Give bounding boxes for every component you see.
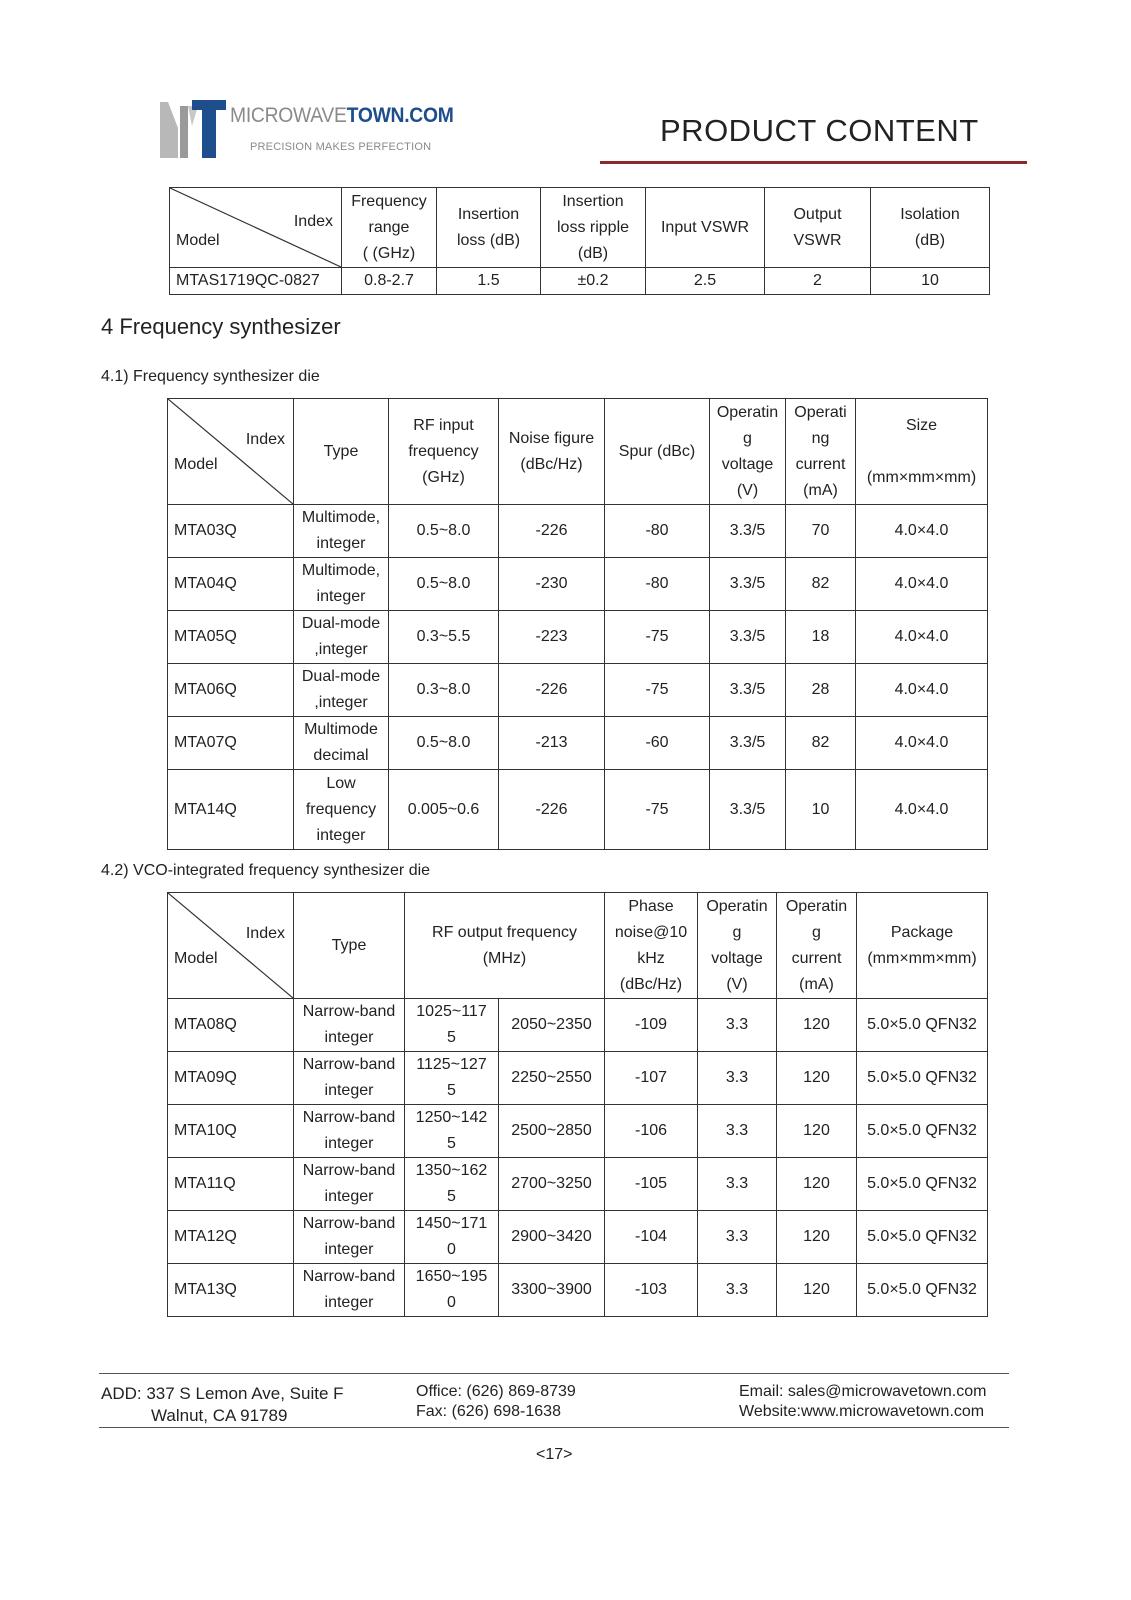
- value-cell: 28: [786, 664, 856, 717]
- value-cell: 1.5: [437, 268, 541, 295]
- value-cell: 0.5~8.0: [389, 558, 499, 611]
- value-cell: 5.0×5.0 QFN32: [857, 1105, 988, 1158]
- value-cell: 5.0×5.0 QFN32: [857, 1052, 988, 1105]
- type-cell: [294, 1264, 405, 1317]
- footer-website: Website:www.microwavetown.com: [739, 1403, 985, 1420]
- table-row: [168, 717, 988, 770]
- value-cell: 82: [786, 717, 856, 770]
- column-header: [605, 893, 698, 999]
- model-cell: MTA12Q: [168, 1211, 294, 1264]
- value-cell: -230: [499, 558, 605, 611]
- cell-line: integer: [316, 588, 366, 605]
- value-cell: 2: [765, 268, 871, 295]
- value-cell: 3.3: [698, 1158, 777, 1211]
- value-cell: 2.5: [646, 268, 765, 295]
- cell-line: ,integer: [314, 694, 368, 711]
- frequency-low-cell: [405, 1264, 499, 1317]
- cell-line: Spur (dBc): [618, 442, 696, 460]
- value-cell: 18: [786, 611, 856, 664]
- type-cell: [294, 770, 389, 850]
- column-header: [786, 399, 856, 505]
- cell-line: g: [743, 429, 752, 447]
- value-cell: 3.3/5: [710, 611, 786, 664]
- value-cell: -103: [605, 1264, 698, 1317]
- cell-line: Input VSWR: [660, 218, 750, 236]
- switch-spec-table: [169, 187, 990, 295]
- type-cell: [294, 1052, 405, 1105]
- value-cell: 120: [777, 1052, 857, 1105]
- value-cell: 3.3/5: [710, 770, 786, 850]
- cell-line: RF output frequency: [432, 923, 577, 941]
- logo-tagline: PRECISION MAKES PERFECTION: [250, 141, 432, 153]
- column-header: [710, 399, 786, 505]
- table-row: [168, 1158, 988, 1211]
- cell-line: (mA): [803, 481, 838, 499]
- cell-line: Isolation: [900, 205, 960, 223]
- value-cell: 0.8-2.7: [342, 268, 437, 295]
- column-header: [605, 399, 710, 505]
- cell-line: Type: [331, 936, 367, 954]
- column-header: [294, 399, 389, 505]
- model-cell: MTA03Q: [168, 505, 294, 558]
- value-cell: 3.3: [698, 1264, 777, 1317]
- value-cell: -106: [605, 1105, 698, 1158]
- model-cell: MTA10Q: [168, 1105, 294, 1158]
- table-row: [168, 999, 988, 1052]
- value-cell: 4.0×4.0: [856, 770, 988, 850]
- cell-line: 1025~117: [416, 1003, 487, 1020]
- value-cell: -80: [605, 558, 710, 611]
- cell-line: Narrow-band: [302, 1056, 396, 1073]
- cell-line: voltage: [711, 949, 763, 967]
- value-cell: 3.3/5: [710, 717, 786, 770]
- cell-line: decimal: [313, 747, 369, 764]
- cell-line: 1250~142: [415, 1109, 488, 1126]
- cell-line: integer: [316, 535, 366, 552]
- value-cell: 0.5~8.0: [389, 505, 499, 558]
- mt-logo-icon: [158, 98, 228, 160]
- cell-line: g: [812, 923, 821, 941]
- subsection-heading-vco: 4.2) VCO-integrated frequency synthesizer die: [101, 862, 431, 879]
- column-header: [342, 188, 437, 268]
- cell-line: (dBc/Hz): [520, 455, 583, 473]
- column-header: [777, 893, 857, 999]
- cell-line: Operatin: [785, 897, 848, 915]
- value-cell: 0.3~5.5: [389, 611, 499, 664]
- model-cell: MTA09Q: [168, 1052, 294, 1105]
- corner-header-cell: [170, 188, 342, 268]
- value-cell: -107: [605, 1052, 698, 1105]
- value-cell: 120: [777, 1264, 857, 1317]
- column-header: [856, 399, 988, 505]
- cell-line: Narrow-band: [302, 1162, 396, 1179]
- footer-address-line1: ADD: 337 S Lemon Ave, Suite F: [101, 1384, 344, 1403]
- cell-line: Noise figure: [508, 429, 595, 447]
- cell-line: Multimode,: [301, 509, 381, 526]
- cell-line: range: [368, 218, 410, 236]
- cell-line: (mm×mm×mm): [867, 949, 977, 967]
- cell-line: Insertion: [562, 192, 624, 210]
- frequency-low-cell: [405, 1052, 499, 1105]
- value-cell: 4.0×4.0: [856, 505, 988, 558]
- cell-line: (dB): [577, 244, 609, 262]
- column-header: [389, 399, 499, 505]
- model-cell: MTA06Q: [168, 664, 294, 717]
- cell-line: ng: [811, 429, 830, 447]
- value-cell: 3.3: [698, 999, 777, 1052]
- table-row: [168, 1052, 988, 1105]
- header-row: [168, 399, 988, 505]
- cell-line: 5: [447, 1029, 456, 1046]
- frequency-high-cell: 3300~3900: [499, 1264, 605, 1317]
- cell-line: (mm×mm×mm): [866, 468, 977, 486]
- value-cell: -213: [499, 717, 605, 770]
- cell-line: kHz: [637, 949, 665, 967]
- cell-line: loss ripple: [556, 218, 630, 236]
- cell-line: (mA): [799, 975, 834, 993]
- type-cell: [294, 1105, 405, 1158]
- table-row: [168, 558, 988, 611]
- cell-line: 5: [447, 1188, 456, 1205]
- footer-address-line2: Walnut, CA 91789: [151, 1406, 288, 1425]
- footer-divider-bottom: [99, 1427, 1009, 1428]
- value-cell: 82: [786, 558, 856, 611]
- type-cell: [294, 999, 405, 1052]
- value-cell: 70: [786, 505, 856, 558]
- cell-line: integer: [324, 1188, 374, 1205]
- cell-line: integer: [324, 1082, 374, 1099]
- corner-index-label: Index: [245, 925, 285, 942]
- value-cell: -226: [499, 770, 605, 850]
- table-row: [168, 664, 988, 717]
- model-cell: MTA04Q: [168, 558, 294, 611]
- cell-line: Insertion: [457, 205, 520, 223]
- value-cell: 10: [786, 770, 856, 850]
- value-cell: -75: [605, 664, 710, 717]
- synthesizer-die-table: [167, 398, 988, 850]
- cell-line: Narrow-band: [302, 1003, 396, 1020]
- value-cell: 4.0×4.0: [856, 611, 988, 664]
- table-row: [168, 1211, 988, 1264]
- cell-line: 5: [447, 1135, 456, 1152]
- page-title: PRODUCT CONTENT: [660, 113, 979, 148]
- model-cell: MTA14Q: [168, 770, 294, 850]
- column-header: [405, 893, 605, 999]
- cell-line: frequency: [305, 800, 377, 818]
- value-cell: 3.3/5: [710, 664, 786, 717]
- column-header: [541, 188, 646, 268]
- value-cell: 4.0×4.0: [856, 717, 988, 770]
- model-cell: MTA13Q: [168, 1264, 294, 1317]
- cell-line: VSWR: [793, 231, 842, 249]
- cell-line: Operatin: [706, 897, 768, 915]
- cell-line: [858, 439, 985, 465]
- header-divider: [600, 161, 1027, 164]
- model-cell: MTA08Q: [168, 999, 294, 1052]
- value-cell: 0.5~8.0: [389, 717, 499, 770]
- footer-office-phone: Office: (626) 869-8739: [416, 1383, 576, 1400]
- cell-line: integer: [324, 1135, 374, 1152]
- footer-divider-top: [99, 1373, 1009, 1374]
- cell-line: frequency: [408, 442, 479, 460]
- corner-index-label: Index: [293, 213, 333, 230]
- value-cell: -75: [605, 611, 710, 664]
- column-header: [698, 893, 777, 999]
- value-cell: 5.0×5.0 QFN32: [857, 1211, 988, 1264]
- cell-line: Dual-mode: [301, 615, 381, 632]
- type-cell: [294, 505, 389, 558]
- cell-line: Narrow-band: [302, 1109, 396, 1126]
- corner-header-cell: [168, 893, 294, 999]
- cell-line: noise@10: [614, 923, 688, 941]
- frequency-low-cell: [405, 999, 499, 1052]
- cell-line: Size: [905, 416, 938, 434]
- table-row: [168, 1105, 988, 1158]
- model-cell: MTAS1719QC-0827: [170, 268, 342, 295]
- cell-line: Type: [323, 442, 359, 460]
- value-cell: 4.0×4.0: [856, 664, 988, 717]
- cell-line: loss (dB): [456, 231, 521, 249]
- frequency-high-cell: 2250~2550: [499, 1052, 605, 1105]
- table-row: [170, 268, 990, 295]
- section-heading: 4 Frequency synthesizer: [101, 314, 341, 339]
- frequency-low-cell: [405, 1105, 499, 1158]
- value-cell: 3.3: [698, 1211, 777, 1264]
- value-cell: 0.3~8.0: [389, 664, 499, 717]
- value-cell: 3.3: [698, 1052, 777, 1105]
- subsection-heading-die: 4.1) Frequency synthesizer die: [101, 368, 320, 385]
- cell-line: g: [732, 923, 742, 941]
- table-row: [168, 611, 988, 664]
- value-cell: 5.0×5.0 QFN32: [857, 999, 988, 1052]
- cell-line: current: [791, 949, 842, 967]
- cell-line: Frequency: [351, 192, 427, 210]
- type-cell: [294, 1158, 405, 1211]
- value-cell: 5.0×5.0 QFN32: [857, 1264, 988, 1317]
- cell-line: Package: [890, 923, 954, 941]
- value-cell: 10: [871, 268, 990, 295]
- company-logo: [158, 98, 454, 162]
- frequency-low-cell: [405, 1211, 499, 1264]
- value-cell: 120: [777, 1105, 857, 1158]
- table-row: [168, 770, 988, 850]
- column-header: [437, 188, 541, 268]
- frequency-high-cell: 2700~3250: [499, 1158, 605, 1211]
- cell-line: integer: [324, 1241, 374, 1258]
- frequency-high-cell: 2500~2850: [499, 1105, 605, 1158]
- value-cell: -104: [605, 1211, 698, 1264]
- logo-wordmark: MICROWAVETOWN.COM: [230, 104, 454, 127]
- value-cell: 120: [777, 1211, 857, 1264]
- table-row: [168, 505, 988, 558]
- model-cell: MTA07Q: [168, 717, 294, 770]
- corner-model-label: Model: [176, 232, 220, 249]
- corner-model-label: Model: [174, 456, 218, 473]
- footer-fax: Fax: (626) 698-1638: [416, 1403, 561, 1420]
- frequency-high-cell: 2900~3420: [499, 1211, 605, 1264]
- cell-line: Narrow-band: [302, 1215, 396, 1232]
- value-cell: 3.3/5: [710, 558, 786, 611]
- table-row: [168, 1264, 988, 1317]
- page-number: <17>: [536, 1446, 573, 1463]
- value-cell: 4.0×4.0: [856, 558, 988, 611]
- column-header: [765, 188, 871, 268]
- cell-line: (dBc/Hz): [619, 975, 683, 993]
- cell-line: 0: [447, 1241, 456, 1258]
- cell-line: 1450~171: [415, 1215, 488, 1232]
- type-cell: [294, 558, 389, 611]
- cell-line: Dual-mode: [301, 668, 381, 685]
- type-cell: [294, 717, 389, 770]
- cell-line: Narrow-band: [302, 1268, 396, 1285]
- value-cell: -109: [605, 999, 698, 1052]
- cell-line: Low: [326, 774, 356, 792]
- value-cell: -75: [605, 770, 710, 850]
- cell-line: Operati: [794, 403, 847, 421]
- model-cell: MTA05Q: [168, 611, 294, 664]
- cell-line: RF input: [413, 416, 474, 434]
- cell-line: voltage: [721, 455, 774, 473]
- cell-line: current: [795, 455, 846, 473]
- type-cell: [294, 1211, 405, 1264]
- model-cell: MTA11Q: [168, 1158, 294, 1211]
- cell-line: Multimode,: [301, 562, 381, 579]
- value-cell: -60: [605, 717, 710, 770]
- corner-model-label: Model: [174, 950, 218, 967]
- type-cell: [294, 664, 389, 717]
- corner-header-cell: [168, 399, 294, 505]
- footer-email: Email: sales@microwavetown.com: [739, 1383, 987, 1400]
- cell-line: (V): [726, 975, 748, 993]
- value-cell: 3.3/5: [710, 505, 786, 558]
- vco-synthesizer-table: [167, 892, 988, 1317]
- type-cell: [294, 611, 389, 664]
- value-cell: -223: [499, 611, 605, 664]
- value-cell: -105: [605, 1158, 698, 1211]
- value-cell: ±0.2: [541, 268, 646, 295]
- cell-line: (V): [736, 481, 759, 499]
- cell-line: 1350~162: [415, 1162, 488, 1179]
- header-row: [168, 893, 988, 999]
- cell-line: 1650~195: [415, 1268, 488, 1285]
- column-header: [871, 188, 990, 268]
- cell-line: ,integer: [314, 641, 368, 658]
- cell-line: 1125~127: [416, 1056, 487, 1073]
- header-row: [170, 188, 990, 268]
- cell-line: Output: [793, 205, 842, 223]
- cell-line: integer: [324, 1029, 374, 1046]
- value-cell: 120: [777, 999, 857, 1052]
- column-header: [294, 893, 405, 999]
- value-cell: 120: [777, 1158, 857, 1211]
- value-cell: -80: [605, 505, 710, 558]
- value-cell: -226: [499, 664, 605, 717]
- cell-line: (MHz): [482, 949, 527, 967]
- value-cell: 5.0×5.0 QFN32: [857, 1158, 988, 1211]
- cell-line: integer: [316, 826, 366, 844]
- cell-line: ( (GHz): [362, 244, 416, 262]
- cell-line: (dB): [914, 231, 946, 249]
- cell-line: 0: [447, 1294, 456, 1311]
- cell-line: 5: [447, 1082, 456, 1099]
- corner-index-label: Index: [245, 431, 285, 448]
- column-header: [499, 399, 605, 505]
- frequency-low-cell: [405, 1158, 499, 1211]
- value-cell: -226: [499, 505, 605, 558]
- value-cell: 0.005~0.6: [389, 770, 499, 850]
- frequency-high-cell: 2050~2350: [499, 999, 605, 1052]
- value-cell: 3.3: [698, 1105, 777, 1158]
- cell-line: integer: [324, 1294, 374, 1311]
- column-header: [857, 893, 988, 999]
- cell-line: Multimode: [304, 721, 378, 738]
- cell-line: Operatin: [716, 403, 779, 421]
- cell-line: (GHz): [422, 468, 465, 486]
- column-header: [646, 188, 765, 268]
- cell-line: Phase: [628, 897, 674, 915]
